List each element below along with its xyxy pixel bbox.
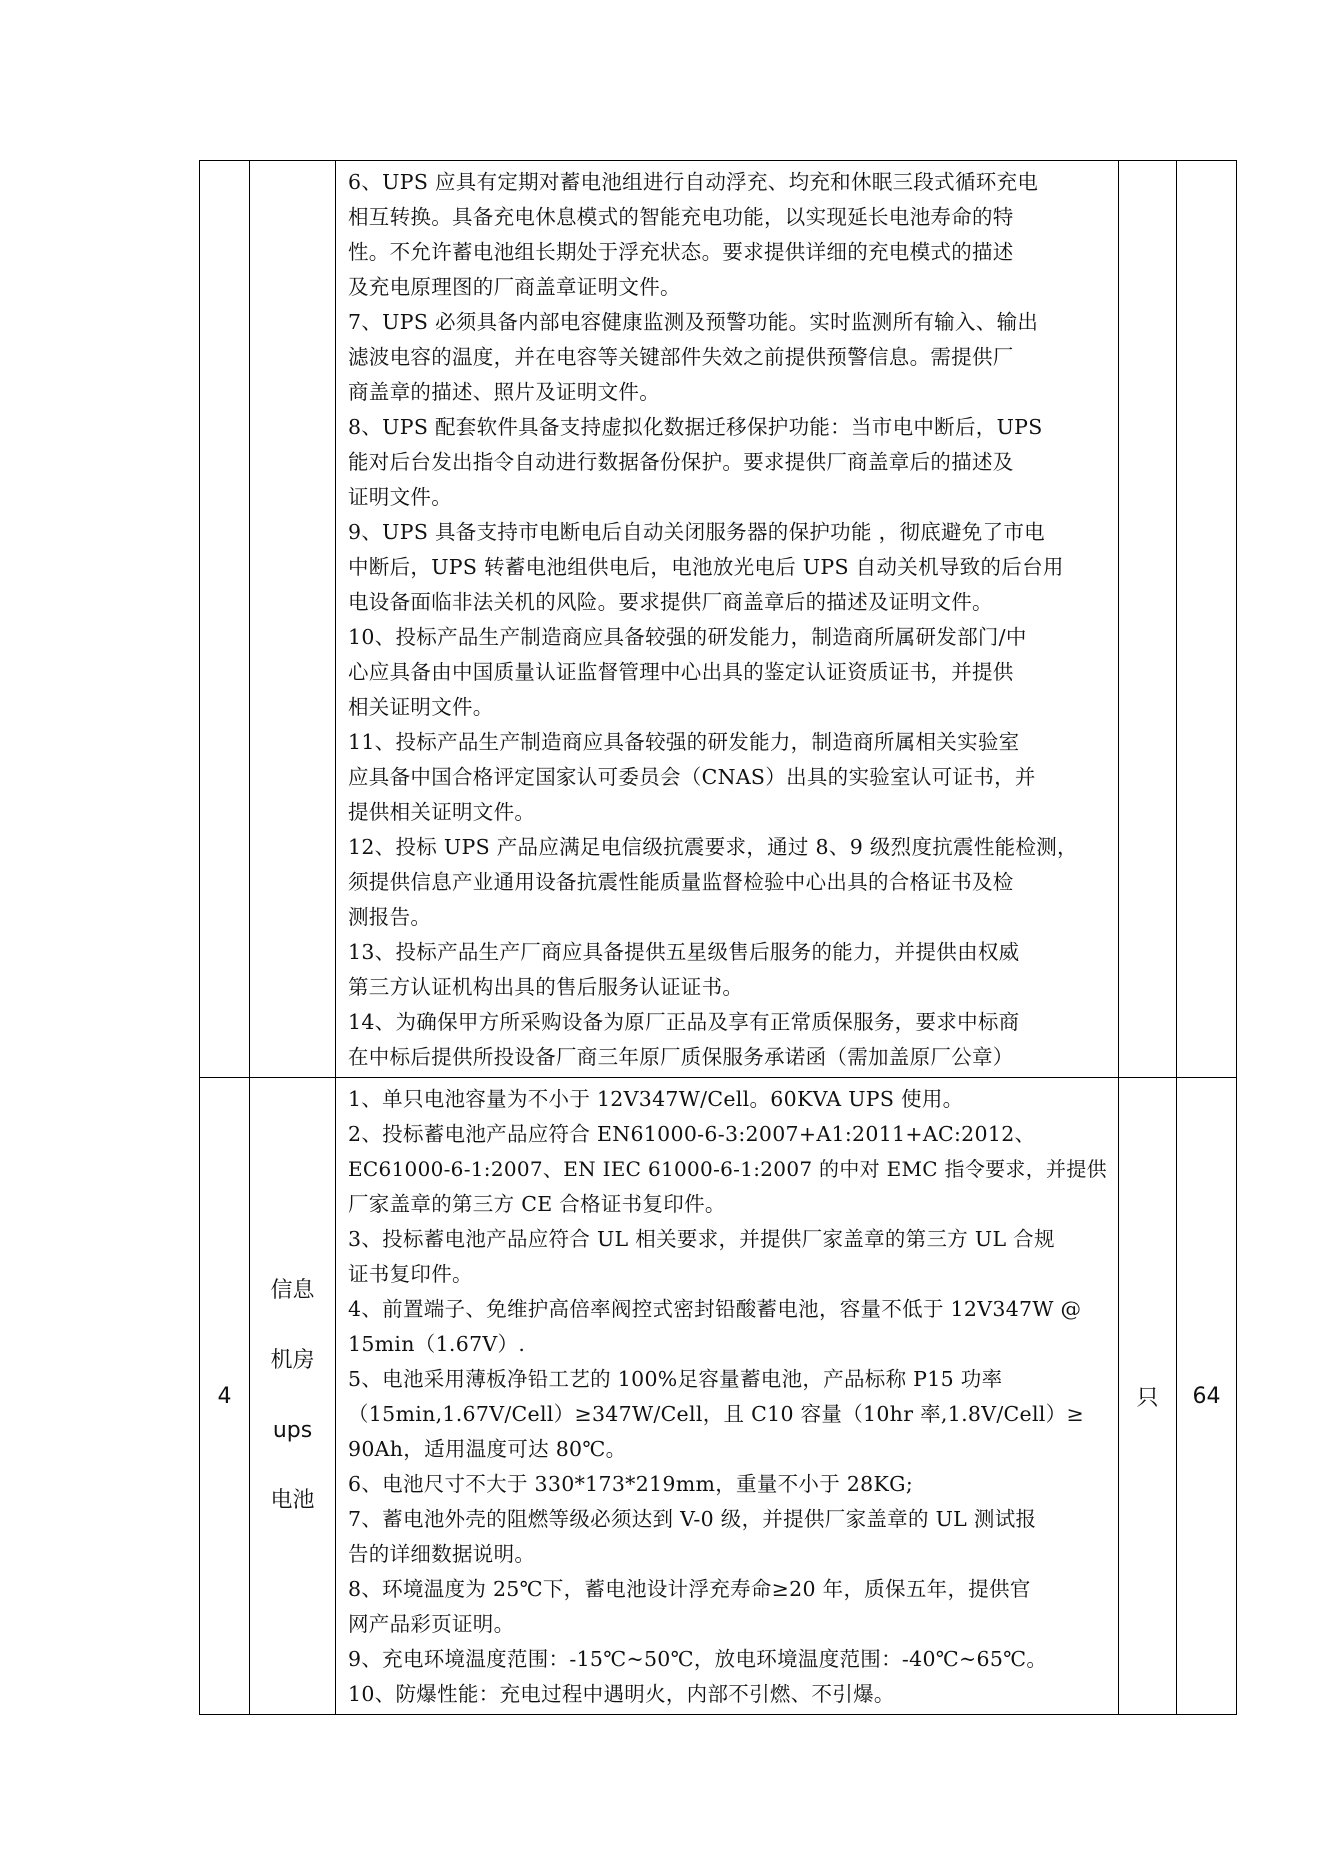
spec-line: 电设备面临非法关机的风险。要求提供厂商盖章后的描述及证明文件。 (348, 590, 993, 614)
cell-no-empty (200, 161, 250, 1078)
table-row-continued (200, 161, 1237, 1078)
spec-line: 1、单只电池容量为不小于 12V347W/Cell。60KVA UPS 使用。 (348, 1087, 964, 1111)
spec-line: 中断后，UPS 转蓄电池组供电后，电池放光电后 UPS 自动关机导致的后台用 (348, 555, 1064, 579)
spec-cell-item-4 (336, 1078, 1119, 1715)
spec-line: （15min,1.67V/Cell）≥347W/Cell，且 C10 容量（10hr 率,1.8V/Cell）≥ (348, 1402, 1084, 1426)
spec-line: 12、投标 UPS 产品应满足电信级抗震要求，通过 8、9 级烈度抗震性能检测， (348, 835, 1078, 859)
spec-line: 13、投标产品生产厂商应具备提供五星级售后服务的能力，并提供由权威 (348, 940, 1020, 964)
item-name-cell (250, 1078, 336, 1715)
spec-cell-continued (336, 161, 1119, 1078)
spec-line: 6、电池尺寸不大于 330*173*219mm，重量不小于 28KG; (348, 1472, 914, 1496)
item-number: 4 (200, 1078, 250, 1715)
item-name-line: 电池 (270, 1488, 315, 1513)
spec-line: 8、UPS 配套软件具备支持虚拟化数据迁移保护功能：当市电中断后，UPS (348, 415, 1043, 439)
spec-line: 厂家盖章的第三方 CE 合格证书复印件。 (348, 1192, 726, 1216)
spec-line: EC61000-6-1:2007、EN IEC 61000-6-1:2007 的中对 EMC 指令要求，并提供 (348, 1157, 1107, 1181)
spec-line: 提供相关证明文件。 (348, 800, 536, 824)
spec-line: 14、为确保甲方所采购设备为原厂正品及享有正常质保服务，要求中标商 (348, 1010, 1020, 1034)
spec-line: 15min（1.67V）. (348, 1332, 526, 1356)
item-quantity: 64 (1177, 1078, 1237, 1715)
spec-line: 第三方认证机构出具的售后服务认证证书。 (348, 975, 744, 999)
cell-qty-empty (1177, 161, 1237, 1078)
cell-name-empty (250, 161, 336, 1078)
spec-line: 6、UPS 应具有定期对蓄电池组进行自动浮充、均充和休眠三段式循环充电 (348, 170, 1039, 194)
table-row-item-4 (200, 1078, 1237, 1715)
item-name-line: 信息 (270, 1278, 315, 1303)
spec-table (199, 160, 1237, 1715)
spec-line: 3、投标蓄电池产品应符合 UL 相关要求，并提供厂家盖章的第三方 UL 合规 (348, 1227, 1055, 1251)
spec-line: 证明文件。 (348, 485, 452, 509)
spec-line: 相互转换。具备充电休息模式的智能充电功能，以实现延长电池寿命的特 (348, 205, 1014, 229)
spec-line: 5、电池采用薄板净铅工艺的 100%足容量蓄电池，产品标称 P15 功率 (348, 1367, 1003, 1391)
spec-line: 10、防爆性能：充电过程中遇明火，内部不引燃、不引爆。 (348, 1682, 895, 1706)
spec-line: 网产品彩页证明。 (348, 1612, 515, 1636)
spec-line: 10、投标产品生产制造商应具备较强的研发能力，制造商所属研发部门/中 (348, 625, 1027, 649)
spec-line: 能对后台发出指令自动进行数据备份保护。要求提供厂商盖章后的描述及 (348, 450, 1014, 474)
spec-line: 90Ah，适用温度可达 80℃。 (348, 1437, 627, 1461)
item-unit: 只 (1119, 1078, 1177, 1715)
spec-line: 9、充电环境温度范围：-15℃~50℃，放电环境温度范围：-40℃~65℃。 (348, 1647, 1048, 1671)
spec-line: 须提供信息产业通用设备抗震性能质量监督检验中心出具的合格证书及检 (348, 870, 1014, 894)
item-name-line: ups (272, 1418, 313, 1443)
spec-line: 7、UPS 必须具备内部电容健康监测及预警功能。实时监测所有输入、输出 (348, 310, 1039, 334)
item-name-line: 机房 (270, 1348, 315, 1373)
spec-line: 应具备中国合格评定国家认可委员会（CNAS）出具的实验室认可证书，并 (348, 765, 1036, 789)
spec-line: 滤波电容的温度，并在电容等关键部件失效之前提供预警信息。需提供厂 (348, 345, 1014, 369)
spec-line: 11、投标产品生产制造商应具备较强的研发能力，制造商所属相关实验室 (348, 730, 1020, 754)
spec-line: 及充电原理图的厂商盖章证明文件。 (348, 275, 681, 299)
spec-line: 心应具备由中国质量认证监督管理中心出具的鉴定认证资质证书，并提供 (348, 660, 1014, 684)
spec-line: 证书复印件。 (348, 1262, 473, 1286)
spec-line: 商盖章的描述、照片及证明文件。 (348, 380, 660, 404)
cell-unit-empty (1119, 161, 1177, 1078)
spec-line: 告的详细数据说明。 (348, 1542, 536, 1566)
spec-line: 测报告。 (348, 905, 432, 929)
spec-line: 相关证明文件。 (348, 695, 494, 719)
spec-line: 2、投标蓄电池产品应符合 EN61000-6-3:2007+A1:2011+AC:2012、 (348, 1122, 1036, 1146)
spec-line: 8、环境温度为 25℃下，蓄电池设计浮充寿命≥20 年，质保五年，提供官 (348, 1577, 1031, 1601)
spec-line: 在中标后提供所投设备厂商三年原厂质保服务承诺函（需加盖原厂公章） (348, 1045, 1014, 1069)
spec-line: 性。不允许蓄电池组长期处于浮充状态。要求提供详细的充电模式的描述 (348, 240, 1014, 264)
spec-line: 4、前置端子、免维护高倍率阀控式密封铅酸蓄电池，容量不低于 12V347W @ (348, 1297, 1082, 1321)
spec-line: 7、蓄电池外壳的阻燃等级必须达到 V-0 级，并提供厂家盖章的 UL 测试报 (348, 1507, 1037, 1531)
spec-line: 9、UPS 具备支持市电断电后自动关闭服务器的保护功能 ，彻底避免了市电 (348, 520, 1045, 544)
